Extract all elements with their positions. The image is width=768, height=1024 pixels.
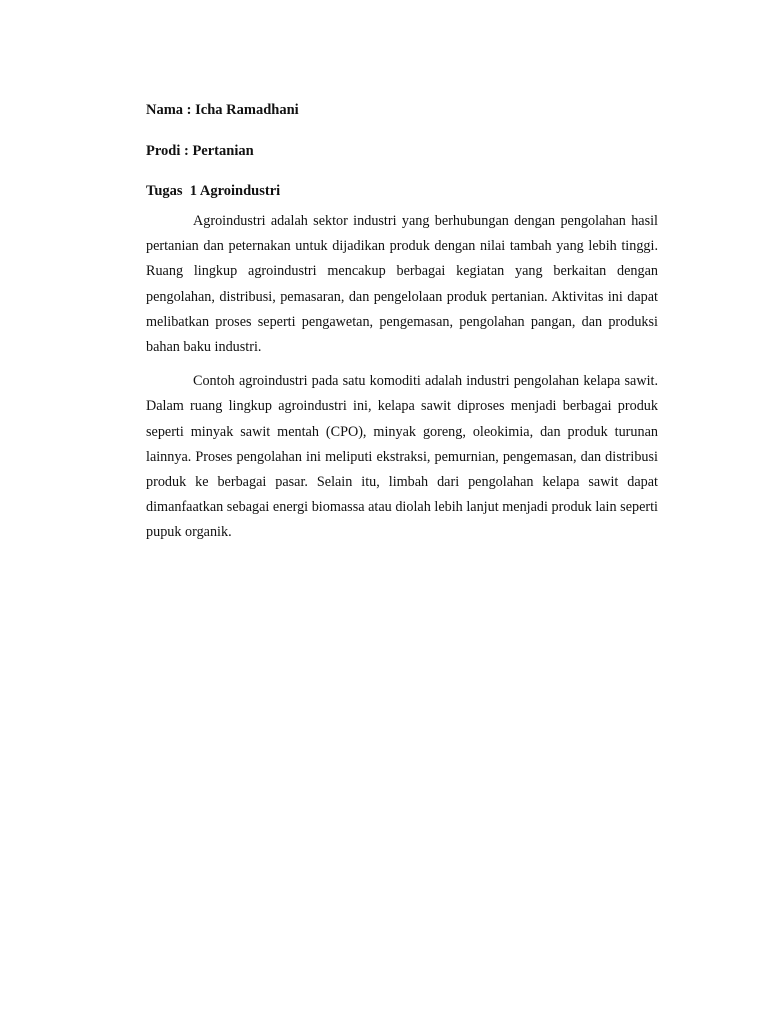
- paragraph-definition: Agroindustri adalah sektor industri yang berhubungan dengan pengolahan hasil pertanian dan peternakan untuk dijadikan produk dengan nilai tambah yang lebih tinggi. Ruang lingkup agroindustri mencakup berbagai kegiatan yang berkaitan dengan pengolahan, distribusi, pemasaran, dan pengelolaan produk pertanian. Aktivitas ini dapat melibatkan proses seperti pengawetan, pengemasan, pengolahan pangan, dan produksi bahan baku industri.: [146, 213, 658, 356]
- student-name-line: Nama : Icha Ramadhani: [146, 102, 299, 118]
- assignment-title: Tugas 1 Agroindustri: [146, 183, 281, 199]
- document-body: [146, 100, 658, 546]
- paragraph-example: Contoh agroindustri pada satu komoditi adalah industri pengolahan kelapa sawit. Dalam ruang lingkup agroindustri ini, kelapa sawit diproses menjadi berbagai produk seperti minyak sawit mentah (CPO), minyak goreng, oleokimia, dan produk turunan lainnya. Proses pengolahan ini meliputi ekstraksi, pemurnian, pengemasan, dan distribusi produk ke berbagai pasar. Selain itu, limbah dari pengolahan kelapa sawit dapat dimanfaatkan sebagai energi biomassa atau diolah lebih lanjut menjadi produk lain seperti pupuk organik.: [146, 373, 658, 541]
- study-program-line: Prodi : Pertanian: [146, 143, 254, 159]
